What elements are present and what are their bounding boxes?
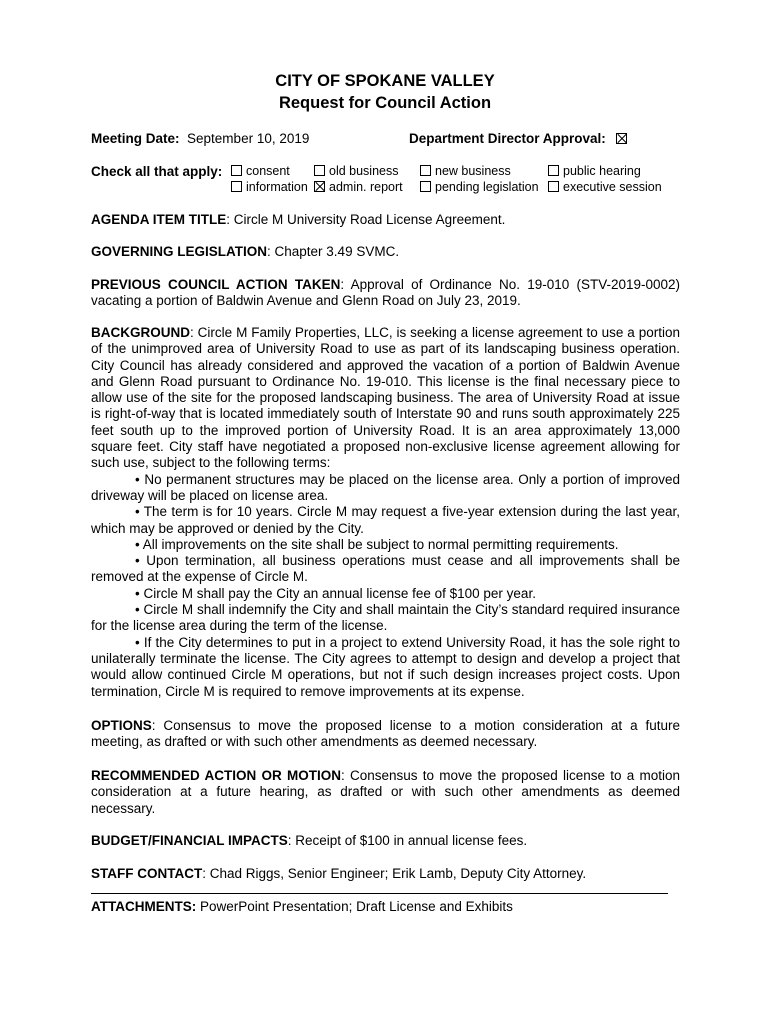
checkbox-box[interactable]: [231, 165, 242, 176]
section-label: BACKGROUND: [91, 325, 190, 340]
checkbox-label: old business: [329, 164, 399, 178]
background-bullet: • Upon termination, all business operations must cease and all improvements shall be removed at the expense of Circle M.: [91, 553, 680, 585]
document-subtitle: Request for Council Action: [278, 94, 492, 112]
checkbox-pending-legislation[interactable]: [420, 180, 539, 194]
section-label: PREVIOUS COUNCIL ACTION TAKEN: [91, 277, 341, 292]
section-label: BUDGET/FINANCIAL IMPACTS: [91, 833, 288, 848]
checkbox-consent[interactable]: [231, 164, 290, 178]
checkbox-public-hearing[interactable]: [548, 164, 641, 178]
options-section: [91, 718, 680, 751]
meeting-date: [91, 131, 309, 146]
checkbox-executive-session[interactable]: [548, 180, 662, 194]
section-text: : Circle M Family Properties, LLC, is seeking a license agreement to use a portion of the unimproved area of University Road to use as part of its landscaping business operation. City Council has already considered and approved the vacation of a portion of Baldwin Avenue and Glenn Road pursuant to Ordinance No. 19-010. This license is the final necessary piece to allow use of the site for the proposed landscaping business. The area of University Road at issue is right-of-way that is located immediately south of Interstate 90 and runs south approximately 225 feet south up to the improved portion of University Road. It is an area approximately 13,000 square feet. City staff have negotiated a proposed non-exclusive license agreement allowing for such use, subject to the following terms:: [91, 325, 680, 471]
section-text: : Chad Riggs, Senior Engineer; Erik Lamb, Deputy City Attorney.: [202, 866, 587, 881]
background-bullet: • No permanent structures may be placed on the license area. Only a portion of improved driveway will be placed on license area.: [91, 471, 680, 503]
checkbox-admin-report[interactable]: [314, 180, 403, 194]
checkbox-information[interactable]: [231, 180, 308, 194]
checkbox-label: public hearing: [563, 164, 641, 178]
section-text: : Circle M University Road License Agreement.: [226, 212, 506, 227]
staff-contact: [91, 866, 680, 882]
checkbox-label: information: [246, 180, 308, 194]
check-all-label: Check all that apply:: [91, 164, 223, 179]
checkbox-box[interactable]: [420, 181, 431, 192]
divider-line: [91, 893, 668, 894]
section-label: STAFF CONTACT: [91, 866, 203, 881]
section-label: RECOMMENDED ACTION OR MOTION: [91, 768, 341, 783]
checkbox-label: new business: [435, 164, 511, 178]
background-section: [91, 325, 680, 700]
document-title: CITY OF SPOKANE VALLEY: [275, 72, 495, 90]
budget-impacts: [91, 833, 680, 849]
background-bullet: • Circle M shall indemnify the City and shall maintain the City’s standard required insurance for the license area during the term of the license.: [91, 602, 680, 634]
director-approval-label: Department Director Approval:: [409, 131, 606, 146]
meeting-date-label: Meeting Date:: [91, 131, 180, 146]
director-approval: [409, 131, 631, 146]
recommended-action: [91, 768, 680, 817]
section-text: : Chapter 3.49 SVMC.: [267, 244, 400, 259]
governing-legislation: [91, 244, 680, 260]
background-bullet: • All improvements on the site shall be subject to normal permitting requirements.: [135, 536, 619, 552]
checkbox-label: consent: [246, 164, 290, 178]
attachments: [91, 899, 680, 915]
background-bullet: • The term is for 10 years. Circle M may request a five-year extension during the last year, which may be approved or denied by the City.: [91, 504, 680, 536]
checkbox-box[interactable]: [548, 181, 559, 192]
meeting-date-value: September 10, 2019: [187, 131, 310, 146]
section-label: ATTACHMENTS:: [91, 899, 197, 914]
section-text: : Consensus to move the proposed license to a motion consideration at a future meeting, as drafted or with such other amendments as deemed necessary.: [91, 718, 680, 750]
checkbox-old-business[interactable]: [314, 164, 399, 178]
checkbox-box[interactable]: [314, 165, 325, 176]
section-label: GOVERNING LEGISLATION: [91, 244, 268, 259]
checkbox-box[interactable]: [420, 165, 431, 176]
checkbox-box[interactable]: [231, 181, 242, 192]
checkbox-new-business[interactable]: [420, 164, 511, 178]
previous-council-action: [91, 277, 680, 310]
checkbox-box[interactable]: [314, 181, 325, 192]
section-text: : Approval of Ordinance No. 19-010 (STV-2019-0002) vacating a portion of Baldwin Avenue and Glenn Road on July 23, 2019.: [91, 277, 681, 309]
checkbox-box[interactable]: [548, 165, 559, 176]
checkbox-label: pending legislation: [435, 180, 539, 194]
background-bullet: • If the City determines to put in a project to extend University Road, it has the sole right to unilaterally terminate the license. The City agrees to attempt to design and develop a project that would allow continued Circle M operations, but not if such design increases project costs. Upon termination, Circle M is required to remove improvements at its expense.: [91, 634, 680, 699]
background-bullet: • Circle M shall pay the City an annual license fee of $100 per year.: [135, 585, 536, 601]
section-text: : Receipt of $100 in annual license fees.: [287, 833, 528, 848]
agenda-item-title: [91, 212, 680, 228]
director-approval-checkbox[interactable]: [616, 133, 627, 144]
checkbox-label: executive session: [563, 180, 662, 194]
section-text: : Consensus to move the proposed license to a motion consideration at a future hearing, as drafted or with such other amendments as deemed necessary.: [91, 768, 680, 816]
section-label: OPTIONS: [91, 718, 152, 733]
checkbox-label: admin. report: [329, 180, 403, 194]
section-text: PowerPoint Presentation; Draft License and Exhibits: [196, 899, 513, 914]
section-label: AGENDA ITEM TITLE: [91, 212, 227, 227]
